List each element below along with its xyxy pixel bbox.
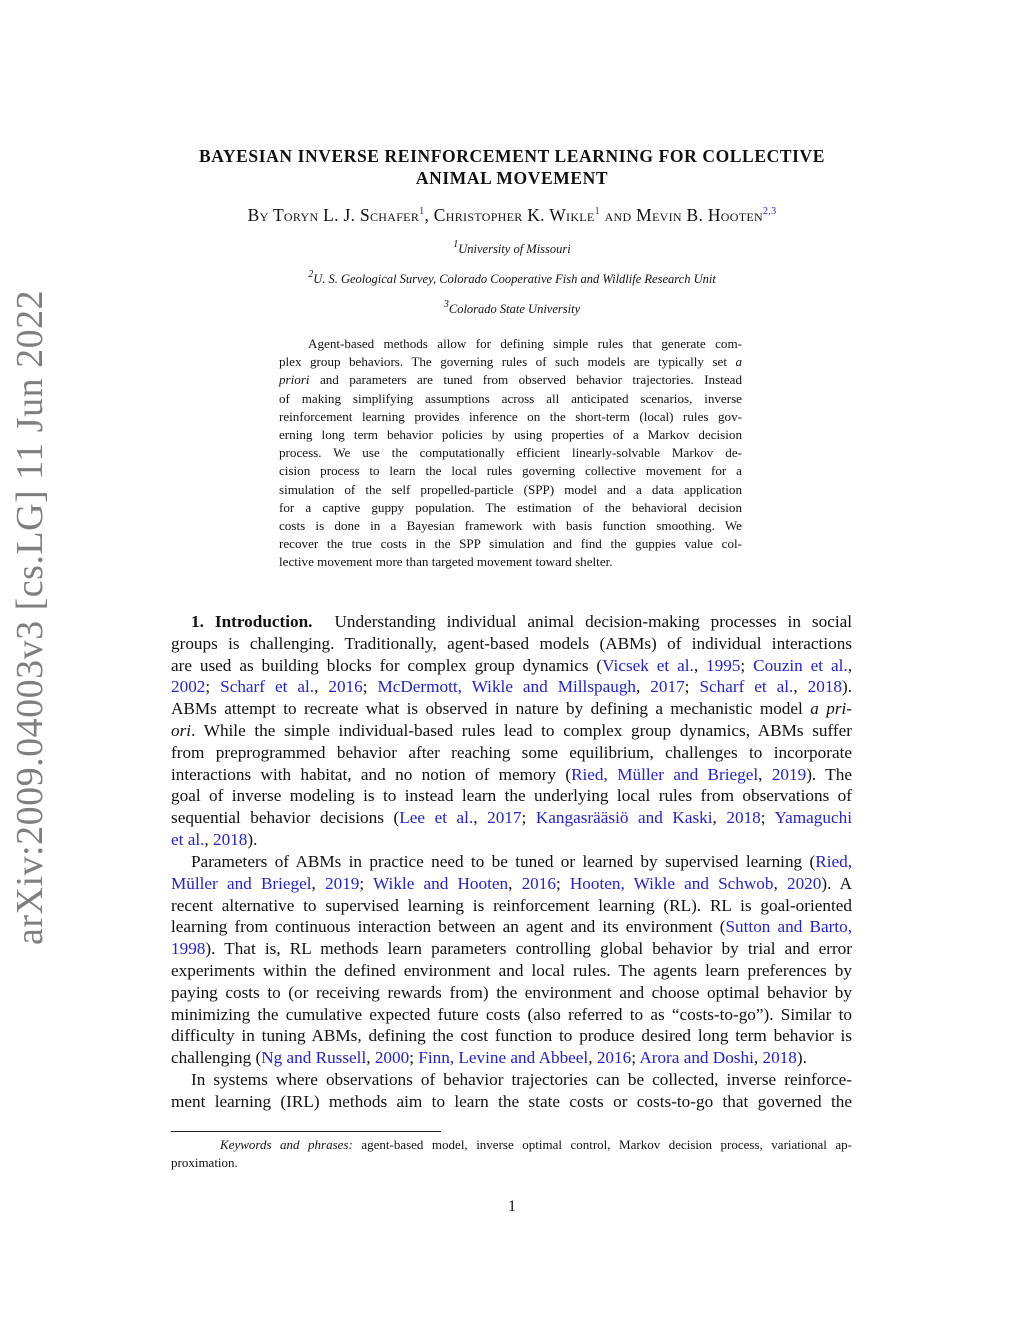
body-line: ABMs attempt to recreate what is observed in nature by defining a mechanistic model a pri- <box>171 699 853 719</box>
body-line: interactions with habitat, and no notion of memory (Ried, Müller and Briegel, 2019). The <box>171 764 852 784</box>
affiliation-2-text: U. S. Geological Survey, Colorado Cooperative Fish and Wildlife Research Unit <box>313 272 716 286</box>
affiliation-1 <box>170 239 854 257</box>
citation-link[interactable]: Hooten, Wikle and Schwob <box>569 873 774 893</box>
citation-link[interactable]: Vicsek et al. <box>602 655 694 675</box>
section-heading: 1. Introduction. <box>191 612 313 631</box>
abstract-line: plex group behaviors. The governing rules of such models are typically set a <box>279 354 742 370</box>
citation-link[interactable]: Arora and Doshi <box>639 1048 754 1068</box>
title-line-1: BAYESIAN INVERSE REINFORCEMENT LEARNING FOR COLLECTIVE <box>198 146 826 166</box>
body-line: Müller and Briegel, 2019; Wikle and Hooten, 2016; Hooten, Wikle and Schwob, 2020). A <box>171 873 852 893</box>
abstract-line: simulation of the self propelled-particle (SPP) model and a data application <box>279 481 742 497</box>
body-line: learning from continuous interaction between an agent and its environment (Sutton and Barto, <box>171 917 852 937</box>
body-line: Parameters of ABMs in practice need to be tuned or learned by supervised learning (Ried, <box>191 852 852 871</box>
abstract-line: lective movement more than targeted movement toward shelter. <box>279 554 613 570</box>
citation-link[interactable]: 1995 <box>706 655 741 675</box>
body-line: paying costs to (or receiving rewards from) the environment and choose optimal behavior by <box>171 982 852 1002</box>
intro-paragraph-3 <box>171 1069 852 1113</box>
abstract-line: costs is done in a Bayesian framework with basis function smoothing. We <box>279 517 742 533</box>
body-line: recent alternative to supervised learning is reinforcement learning (RL). RL is goal-oriented <box>171 895 852 915</box>
author-and: and <box>604 205 632 225</box>
title-line-2: ANIMAL MOVEMENT <box>415 168 609 188</box>
affiliation-3-text: Colorado State University <box>448 302 581 316</box>
author-1: Toryn L. J. Schafer <box>272 205 420 225</box>
citation-link[interactable]: Couzin et al. <box>753 655 848 675</box>
body-line: et al., 2018). <box>171 829 258 849</box>
citation-link[interactable]: Lee et al. <box>399 808 474 828</box>
citation-link[interactable]: 2017 <box>650 677 685 697</box>
abstract-line: recover the true costs in the SPP simulation and find the guppies value col- <box>279 536 742 552</box>
paper-title <box>170 145 854 189</box>
body-line: sequential behavior decisions (Lee et al., 2017; Kangasrääsiö and Kaski, 2018; Yamaguchi <box>171 808 852 828</box>
intro-paragraph-1 <box>171 611 852 851</box>
abstract-line: cision process to learn the local rules governing collective movement for a <box>279 463 742 479</box>
body-line: ori. While the simple individual-based rules lead to complex group dynamics, ABMs suffer <box>171 720 852 740</box>
author-by: By <box>247 205 269 225</box>
affiliation-2-mark: 2 <box>308 269 314 280</box>
author-3-affiliation-mark[interactable]: 2,3 <box>762 206 777 217</box>
body-line: 1. Introduction. Understanding individual animal decision-making processes in social <box>191 612 852 631</box>
body-line: 1998). That is, RL methods learn parameters controlling global behavior by trial and error <box>171 939 852 959</box>
citation-link[interactable]: 2002 <box>171 677 206 697</box>
page-number: 1 <box>508 1198 516 1215</box>
abstract-line: for a captive guppy population. The estimation of the behavioral decision <box>279 499 742 515</box>
author-2-affiliation-mark[interactable]: 1 <box>594 206 600 217</box>
footnote-divider <box>171 1131 441 1132</box>
citation-link[interactable]: Scharf et al. <box>220 677 315 697</box>
abstract-line: Agent-based methods allow for defining simple rules that generate com- <box>308 336 742 351</box>
abstract-line: erning long term behavior policies by using properties of a Markov decision <box>279 426 742 442</box>
citation-link[interactable]: 2020 <box>786 873 822 893</box>
abstract-line: of making simplifying assumptions across all anticipated scenarios, inverse <box>279 390 742 406</box>
affiliation-2 <box>170 269 854 287</box>
citation-link[interactable]: Sutton and Barto, <box>725 917 852 937</box>
abstract-line: process. We use the computationally efficient linearly-solvable Markov de- <box>279 445 742 461</box>
citation-link[interactable]: Müller and Briegel <box>171 873 312 893</box>
citation-link[interactable]: Kangasrääsiö and Kaski <box>535 808 713 828</box>
citation-link[interactable]: 2016 <box>596 1048 632 1068</box>
citation-link[interactable]: Finn, Levine and Abbeel <box>418 1048 589 1068</box>
citation-link[interactable]: 1998 <box>171 939 206 959</box>
body-line: are used as building blocks for complex group dynamics (Vicsek et al., 1995; Couzin et al., <box>171 655 852 675</box>
affiliation-3-mark: 3 <box>443 299 449 310</box>
citation-link[interactable]: 2018 <box>726 808 761 828</box>
footnote-line: proximation. <box>171 1155 238 1170</box>
citation-link[interactable]: 2000 <box>374 1048 410 1068</box>
citation-link[interactable]: 2018 <box>762 1048 797 1068</box>
abstract <box>279 335 742 571</box>
arxiv-identifier-stamp: arXiv:2009.04003v3 [cs.LG] 11 Jun 2022 <box>9 289 51 945</box>
footnote-line: Keywords and phrases: agent-based model, inverse optimal control, Markov decision process, variational ap- <box>220 1137 853 1152</box>
abstract-line: reinforcement learning provides inference on the short-term (local) rules gov- <box>279 408 742 424</box>
body-line: goal of inverse modeling is to instead learn the underlying local rules from observations of <box>171 786 852 806</box>
affiliation-1-mark: 1 <box>453 239 459 250</box>
citation-link[interactable]: Ried, <box>815 852 852 871</box>
author-1-affiliation-mark[interactable]: 1 <box>419 206 425 217</box>
citation-link[interactable]: 2016 <box>328 677 363 697</box>
author-2: Christopher K. Wikle <box>433 205 595 225</box>
author-3: Mevin B. Hooten <box>636 205 763 225</box>
body-line: minimizing the cumulative expected future costs (also referred to as “costs-to-go”). Similar to <box>171 1004 852 1024</box>
body-line: challenging (Ng and Russell, 2000; Finn, Levine and Abbeel, 2016; Arora and Doshi, 2018). <box>171 1048 807 1068</box>
citation-link[interactable]: Ng and Russell <box>261 1048 367 1068</box>
citation-link[interactable]: Yamaguchi <box>774 808 852 828</box>
keywords-footnote <box>171 1136 852 1172</box>
body-line: from preprogrammed behavior after reaching some equilibrium, challenges to incorporate <box>171 742 852 762</box>
intro-paragraph-2 <box>171 851 852 1069</box>
citation-link[interactable]: 2019 <box>325 873 360 893</box>
body-line: ment learning (IRL) methods aim to learn the state costs or costs-to-go that governed the <box>171 1091 852 1111</box>
citation-link[interactable]: Wikle and Hooten <box>373 873 509 893</box>
citation-link[interactable]: McDermott, Wikle and Millspaugh <box>377 677 637 697</box>
citation-link[interactable]: 2019 <box>771 764 807 784</box>
citation-link[interactable]: 2018 <box>807 677 843 697</box>
author-list: By Toryn L. J. Schafer$^1$, Christopher K. Wikle$^1$ and Mevin B. Hooten$^{2,3}$ <box>247 205 777 225</box>
citation-link[interactable]: Scharf et al. <box>699 677 794 697</box>
affiliation-1-text: University of Missouri <box>458 242 571 256</box>
body-line: 2002; Scharf et al., 2016; McDermott, Wikle and Millspaugh, 2017; Scharf et al., 2018). <box>171 677 853 697</box>
body-line: In systems where observations of behavior trajectories can be collected, inverse reinforce- <box>191 1070 852 1089</box>
body-line: experiments within the defined environment and local rules. The agents learn preferences by <box>171 960 852 980</box>
citation-link[interactable]: 2017 <box>487 808 522 828</box>
citation-link[interactable]: Ried, Müller and Briegel <box>571 764 759 784</box>
citation-link[interactable]: et al. <box>171 829 205 849</box>
body-line: difficulty in tuning ABMs, defining the cost function to produce desired long term behavior is <box>171 1026 852 1046</box>
citation-link[interactable]: 2018 <box>213 829 248 849</box>
body-line: groups is challenging. Traditionally, agent-based models (ABMs) of individual interactions <box>171 633 852 653</box>
keywords-label: Keywords and phrases: <box>220 1137 353 1152</box>
citation-link[interactable]: 2016 <box>521 873 556 893</box>
abstract-line: priori and parameters are tuned from observed behavior trajectories. Instead <box>279 372 743 388</box>
affiliation-3 <box>170 299 854 317</box>
